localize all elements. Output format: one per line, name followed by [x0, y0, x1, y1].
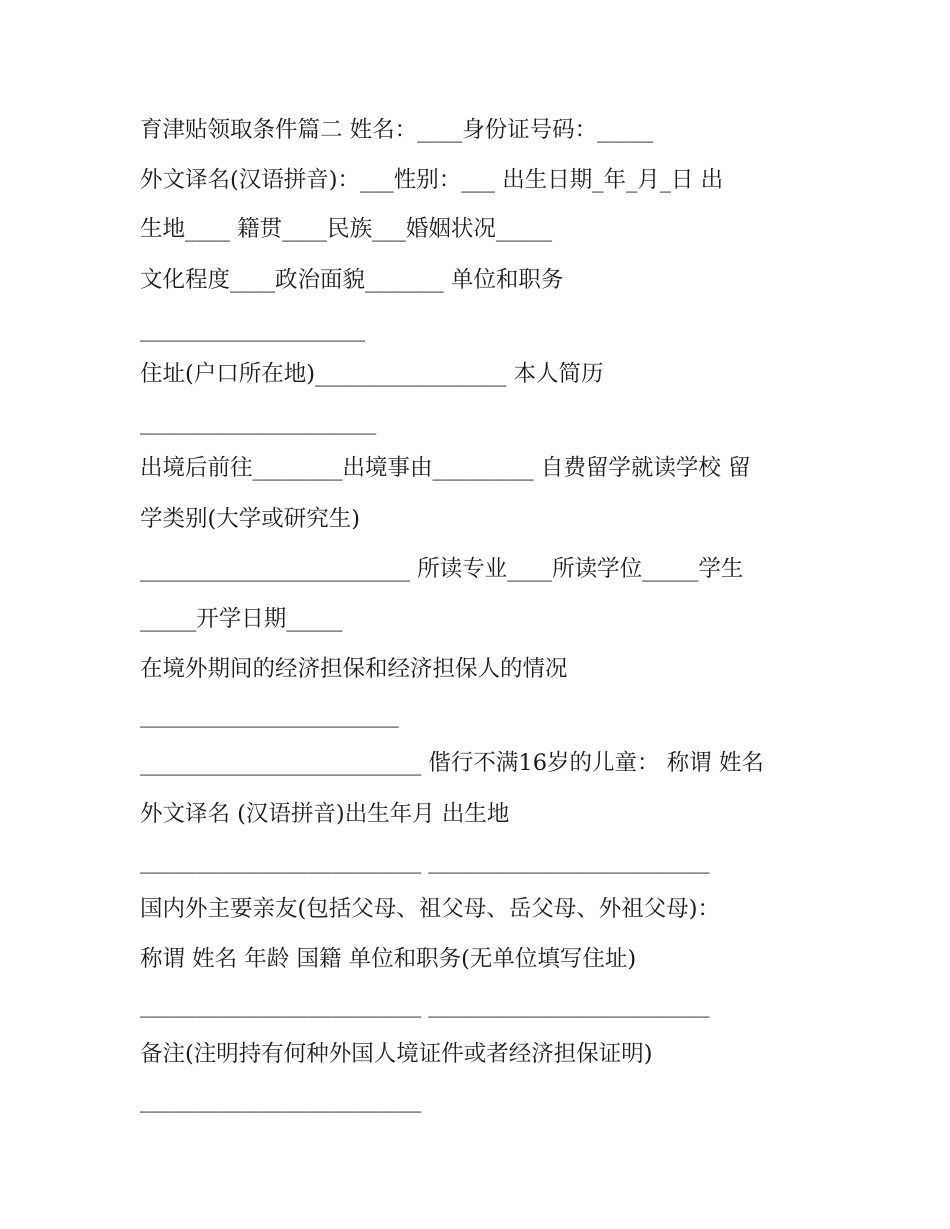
blank-line: _______________________: [140, 702, 399, 728]
text-line: 学类别(大学或研究生): [140, 506, 361, 532]
text-line: 文化程度____政治面貌_______ 单位和职务: [140, 267, 564, 293]
text-line: _________________________ 偕行不满16岁的儿童： 称谓 姓名: [140, 750, 764, 776]
text-line: 外文译名(汉语拼音)：___性别：___ 出生日期_年_月_日 出: [140, 167, 724, 193]
text-line: 外文译名 (汉语拼音)出生年月 出生地: [140, 801, 510, 827]
blank-line: _________________________: [140, 1087, 422, 1113]
blank-line: ____________________: [140, 316, 365, 342]
text-line: 住址(户口所在地)_________________ 本人简历: [140, 361, 604, 387]
text-line: 在境外期间的经济担保和经济担保人的情况: [140, 656, 568, 682]
blank-line: _________________________ _________________________: [140, 848, 710, 874]
text-line: 育津贴领取条件篇二 姓名：____身份证号码：_____: [140, 117, 654, 143]
text-line: 备注(注明持有何种外国人境证件或者经济担保证明): [140, 1041, 653, 1067]
text-line: ________________________ 所读专业____所读学位_____学生: [140, 556, 744, 582]
text-line: 国内外主要亲友(包括父母、祖父母、岳父母、外祖父母)：: [140, 896, 721, 922]
blank-line: _________________________ _________________________: [140, 992, 710, 1018]
text-line: _____开学日期_____: [140, 606, 343, 632]
text-line: 称谓 姓名 年龄 国籍 单位和职务(无单位填写住址): [140, 946, 637, 972]
blank-line: _____________________: [140, 409, 377, 435]
text-line: 出境后前往________出境事由_________ 自费留学就读学校 留: [140, 455, 751, 481]
text-line: 生地____ 籍贯____民族___婚姻状况_____: [140, 216, 553, 242]
